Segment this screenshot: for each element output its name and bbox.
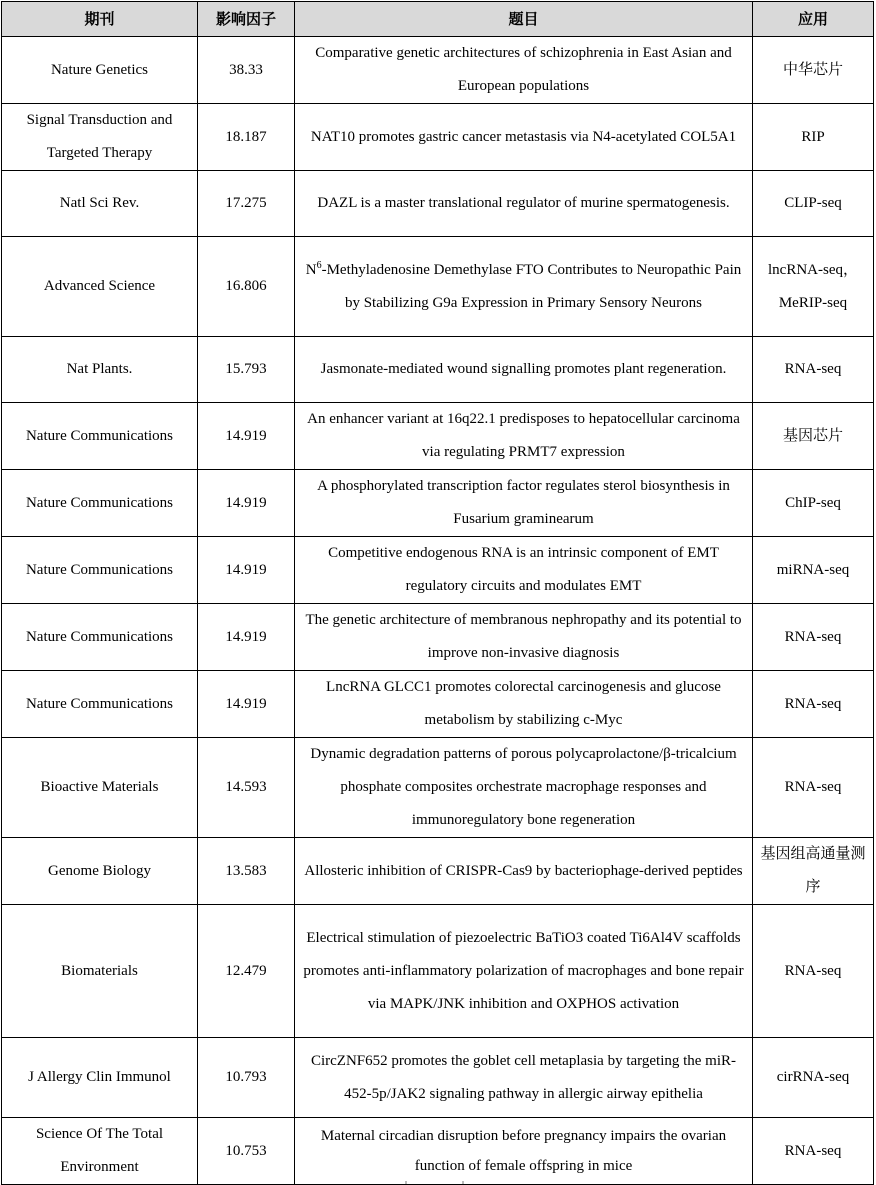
application-cell: miRNA-seq: [753, 537, 874, 604]
title-superscript: 6: [316, 259, 322, 271]
table-row: [2, 37, 874, 104]
application-cell: CLIP-seq: [753, 171, 874, 237]
title-cell: An enhancer variant at 16q22.1 predisposes to hepatocellular carcinoma via regulating PRMT7 expression: [295, 403, 753, 470]
header-row: [2, 2, 874, 37]
journal-cell: Genome Biology: [2, 838, 198, 905]
title-cell: Allosteric inhibition of CRISPR-Cas9 by bacteriophage-derived peptides: [295, 838, 753, 905]
journal-cell: Advanced Science: [2, 237, 198, 337]
journal-cell: Nature Communications: [2, 403, 198, 470]
title-cell: A phosphorylated transcription factor regulates sterol biosynthesis in Fusarium graminearum: [295, 470, 753, 537]
publications-table: [1, 1, 874, 1185]
title-prefix: N: [305, 261, 317, 278]
impact-factor-cell: 14.919: [198, 537, 295, 604]
table-row: [2, 403, 874, 470]
table-row: [2, 237, 874, 337]
table-row: [2, 1038, 874, 1118]
journal-cell: Nature Communications: [2, 671, 198, 738]
impact-factor-cell: 17.275: [198, 171, 295, 237]
journal-cell: Signal Transduction and Targeted Therapy: [2, 104, 198, 171]
impact-factor-cell: 14.919: [198, 470, 295, 537]
impact-factor-cell: 14.919: [198, 403, 295, 470]
impact-factor-cell: 14.593: [198, 738, 295, 838]
header-title: 题目: [295, 2, 753, 37]
journal-cell: Nature Communications: [2, 537, 198, 604]
application-cell: 基因芯片: [753, 403, 874, 470]
header-application: 应用: [753, 2, 874, 37]
title-cell: The genetic architecture of membranous nephropathy and its potential to improve non-invasive diagnosis: [295, 604, 753, 671]
application-cell: 基因组高通量测序: [753, 838, 874, 905]
journal-cell: Nat Plants.: [2, 337, 198, 403]
journal-cell: J Allergy Clin Immunol: [2, 1038, 198, 1118]
application-cell: ChIP-seq: [753, 470, 874, 537]
page-mark: [405, 1181, 407, 1184]
application-cell: RNA-seq: [753, 671, 874, 738]
header-impact-factor: 影响因子: [198, 2, 295, 37]
journal-cell: Nature Communications: [2, 470, 198, 537]
title-cell: DAZL is a master translational regulator of murine spermatogenesis.: [295, 171, 753, 237]
table-row: [2, 905, 874, 1038]
title-cell: NAT10 promotes gastric cancer metastasis via N4-acetylated COL5A1: [295, 104, 753, 171]
table-row: [2, 671, 874, 738]
table-row: [2, 337, 874, 403]
journal-cell: Nature Communications: [2, 604, 198, 671]
table-row: [2, 604, 874, 671]
application-cell: RIP: [753, 104, 874, 171]
application-cell: lncRNA-seq，MeRIP-seq: [753, 237, 874, 337]
title-cell: CircZNF652 promotes the goblet cell metaplasia by targeting the miR-452-5p/JAK2 signaling pathway in allergic airway epithelia: [295, 1038, 753, 1118]
impact-factor-cell: 38.33: [198, 37, 295, 104]
application-cell: RNA-seq: [753, 905, 874, 1038]
title-cell: Dynamic degradation patterns of porous polycaprolactone/β-tricalcium phosphate composites orchestrate macrophage responses and immunoregulatory bone regeneration: [295, 738, 753, 838]
application-cell: RNA-seq: [753, 604, 874, 671]
table-row: [2, 104, 874, 171]
header-journal: 期刊: [2, 2, 198, 37]
impact-factor-cell: 10.753: [198, 1118, 295, 1185]
journal-cell: Science Of The Total Environment: [2, 1118, 198, 1185]
application-cell: RNA-seq: [753, 738, 874, 838]
impact-factor-cell: 16.806: [198, 237, 295, 337]
impact-factor-cell: 15.793: [198, 337, 295, 403]
table-row: [2, 1118, 874, 1185]
table-row: [2, 838, 874, 905]
impact-factor-cell: 12.479: [198, 905, 295, 1038]
table-row: [2, 738, 874, 838]
table-row: [2, 171, 874, 237]
application-cell: 中华芯片: [753, 37, 874, 104]
application-cell: RNA-seq: [753, 337, 874, 403]
impact-factor-cell: 14.919: [198, 604, 295, 671]
title-text: -Methyladenosine Demethylase FTO Contributes to Neuropathic Pain by Stabilizing G9a Expression in Primary Sensory Neurons: [321, 261, 742, 311]
table-row: [2, 537, 874, 604]
journal-cell: Natl Sci Rev.: [2, 171, 198, 237]
title-cell: Competitive endogenous RNA is an intrinsic component of EMT regulatory circuits and modulates EMT: [295, 537, 753, 604]
title-cell: Maternal circadian disruption before pregnancy impairs the ovarian function of female offspring in mice: [295, 1118, 753, 1185]
impact-factor-cell: 14.919: [198, 671, 295, 738]
page-mark: [462, 1181, 464, 1184]
title-cell: Electrical stimulation of piezoelectric BaTiO3 coated Ti6Al4V scaffolds promotes anti-inflammatory polarization of macrophages and bone repair via MAPK/JNK inhibition and OXPHOS activation: [295, 905, 753, 1038]
title-cell: [295, 237, 753, 337]
journal-cell: Bioactive Materials: [2, 738, 198, 838]
impact-factor-cell: 10.793: [198, 1038, 295, 1118]
journal-cell: Nature Genetics: [2, 37, 198, 104]
application-cell: RNA-seq: [753, 1118, 874, 1185]
impact-factor-cell: 18.187: [198, 104, 295, 171]
table-row: [2, 470, 874, 537]
application-cell: cirRNA-seq: [753, 1038, 874, 1118]
title-cell: Jasmonate-mediated wound signalling promotes plant regeneration.: [295, 337, 753, 403]
journal-cell: Biomaterials: [2, 905, 198, 1038]
title-cell: Comparative genetic architectures of schizophrenia in East Asian and European populations: [295, 37, 753, 104]
impact-factor-cell: 13.583: [198, 838, 295, 905]
title-cell: LncRNA GLCC1 promotes colorectal carcinogenesis and glucose metabolism by stabilizing c-Myc: [295, 671, 753, 738]
